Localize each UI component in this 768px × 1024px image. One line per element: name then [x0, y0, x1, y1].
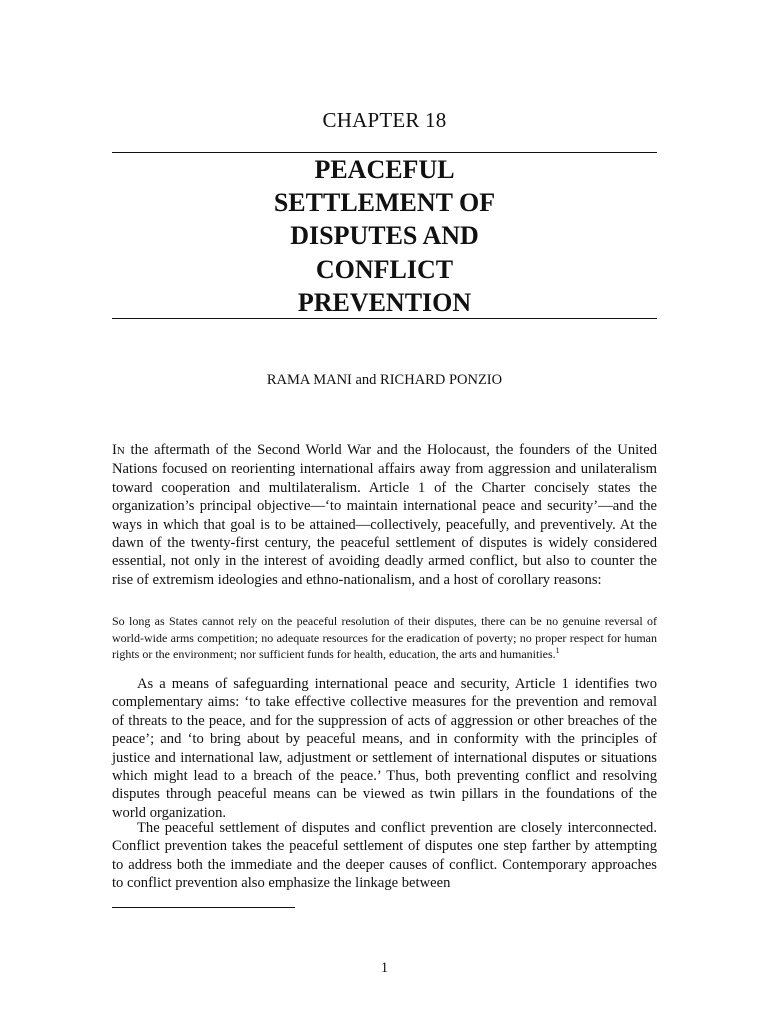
block-quote-text: So long as States cannot rely on the peaceful resolution of their disputes, there can be no genuine reversal of world-wide arms competition; no adequate resources for the eradication of poverty; no proper respect for human rights or the environment; nor sufficient funds for health, education, the arts and humanities.: [112, 614, 657, 662]
authors-line: RAMA MANI and RICHARD PONZIO: [266, 372, 503, 388]
block-quote: [112, 613, 657, 663]
initial-small-caps: N: [116, 445, 125, 457]
chapter-title: [112, 153, 657, 319]
footnote-marker: 1: [555, 646, 560, 656]
paragraph-3: The peaceful settlement of disputes and conflict prevention are closely interconnected. Conflict prevention takes the peaceful settlement of disputes one step farther by attempting to address both the immediate and the deeper causes of conflict. Contemporary approaches to conflict prevention also emphasize the linkage between: [112, 820, 657, 892]
chapter-label: CHAPTER 18: [322, 108, 447, 132]
title-line: SETTLEMENT OF: [273, 188, 496, 218]
book-page: [112, 0, 657, 1024]
paragraph-2: As a means of safeguarding international peace and security, Article 1 identifies two complementary aims: ‘to take effective collective measures for the prevention and removal of threats to the peace, and for the suppression of acts of aggression or other breaches of the peace’; and ‘to bring about by peaceful means, and in conformity with the principles of justice and international law, adjustment or settlement of international disputes or situations which might lead to a breach of the peace.’ Thus, both preventing conflict and resolving disputes through peaceful means can be viewed as twin pillars in the foundations of the world organization.: [112, 676, 657, 821]
footnote-separator: [112, 907, 295, 908]
paragraph-1-text: the aftermath of the Second World War and the Holocaust, the founders of the United Nations focused on reorienting international affairs away from aggression and unilateralism toward cooperation and multilateralism. Article 1 of the Charter concisely states the organization’s principal objective—‘to maintain international peace and security’—and the ways in which that goal is to be attained—collectively, peacefully, and preventively. At the dawn of the twenty-first century, the peaceful settlement of disputes is widely considered essential, not only in the interest of avoiding deadly armed conflict, but also to counter the rise of extremism ideologies and ethno-nationalism, and a host of corollary reasons:: [112, 442, 657, 588]
page-number: 1: [380, 960, 389, 976]
paragraph-1: [112, 441, 657, 589]
initial-letter: I: [112, 442, 117, 458]
title-line: CONFLICT: [315, 254, 454, 284]
title-line: PEACEFUL: [314, 155, 455, 184]
title-line: DISPUTES AND: [290, 221, 479, 251]
title-line: PREVENTION: [297, 287, 472, 317]
title-bottom-rule: [112, 318, 657, 319]
